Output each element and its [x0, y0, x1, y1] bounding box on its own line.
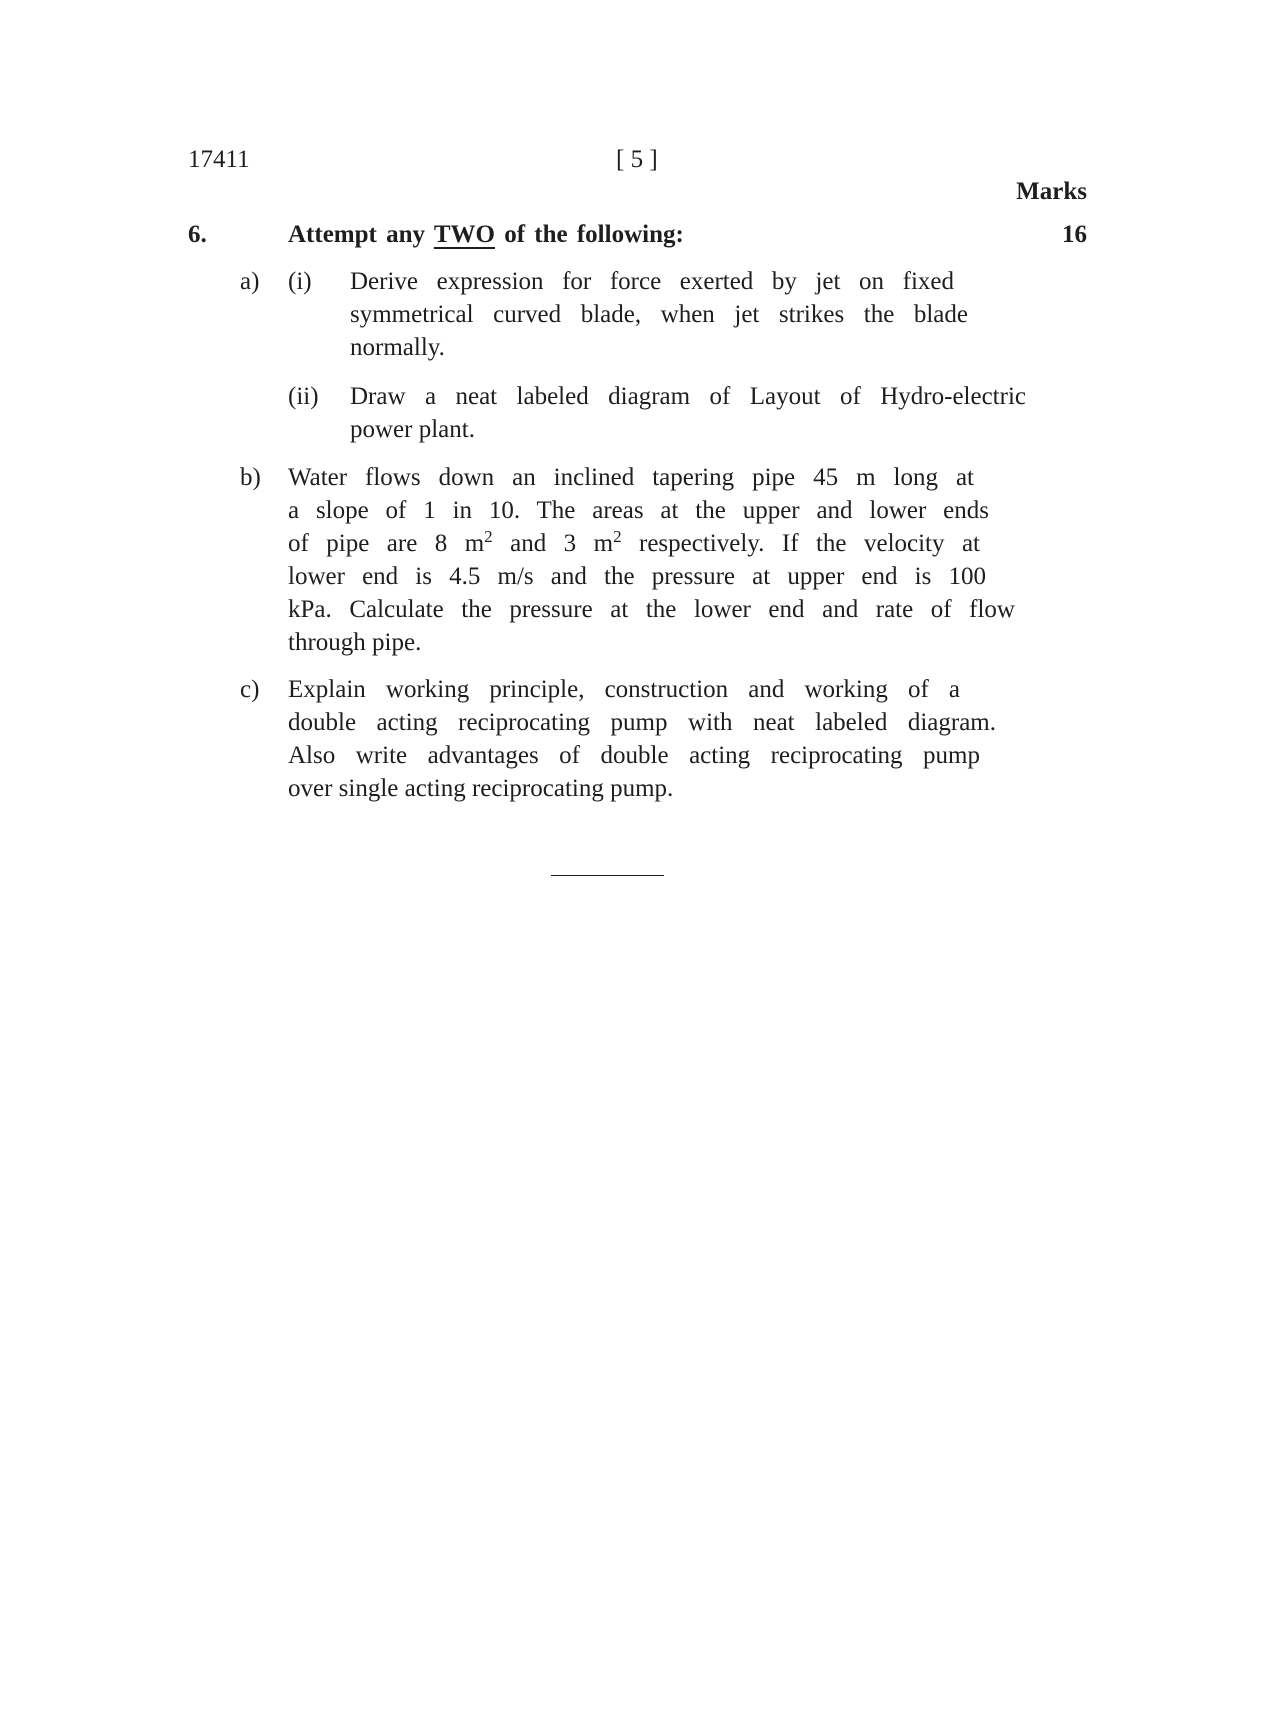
part-a-i-text	[350, 265, 968, 364]
part-b-line: kPa. Calculate the pressure at the lower end and rate of flow	[288, 596, 1015, 623]
part-b-label: b)	[240, 464, 261, 491]
instruction-before: Attempt any	[288, 221, 426, 248]
part-c-line: double acting reciprocating pump with neat labeled diagram.	[288, 709, 996, 736]
instruction-after: of the following:	[504, 221, 684, 248]
marks-label: Marks	[1016, 178, 1087, 205]
end-of-question-rule	[551, 875, 664, 876]
paper-code: 17411	[188, 146, 250, 173]
superscript-two: 2	[613, 527, 622, 546]
part-b-line: through pipe.	[288, 629, 422, 656]
part-a-i-line: Derive expression for force exerted by jet on fixed	[350, 268, 954, 295]
part-b-line: a slope of 1 in 10. The areas at the upper and lower ends	[288, 497, 989, 524]
part-b-line: Water flows down an inclined tapering pipe 45 m long at	[288, 464, 974, 491]
part-a-i-line: normally.	[350, 334, 445, 361]
part-a-ii-text	[350, 380, 1026, 446]
part-a-ii-label: (ii)	[288, 383, 319, 410]
part-a-i-line: symmetrical curved blade, when jet strikes the blade	[350, 301, 968, 328]
question-marks: 16	[1062, 221, 1087, 248]
part-c-label: c)	[240, 676, 260, 703]
part-a-i-label: (i)	[288, 268, 312, 295]
part-c-text	[288, 673, 996, 805]
part-c-line: Also write advantages of double acting reciprocating pump	[288, 742, 980, 769]
part-a-label: a)	[240, 268, 260, 295]
part-a-ii-line: power plant.	[350, 416, 475, 443]
part-c-line: over single acting reciprocating pump.	[288, 775, 674, 802]
instruction-emphasis: TWO	[433, 221, 495, 248]
part-c-line: Explain working principle, construction and working of a	[288, 676, 960, 703]
page-number: [ 5 ]	[616, 146, 658, 173]
question-number: 6.	[188, 221, 207, 248]
part-a-ii-line: Draw a neat labeled diagram of Layout of Hydro-electric	[350, 383, 1026, 410]
question-instruction	[288, 220, 684, 250]
part-b-line: lower end is 4.5 m/s and the pressure at upper end is 100	[288, 563, 986, 590]
part-b-text	[288, 461, 1015, 659]
part-b-line: of pipe are 8 $m^2$ and 3 $m^2$ respectively. If the velocity at	[288, 527, 980, 557]
superscript-two: 2	[484, 527, 493, 546]
